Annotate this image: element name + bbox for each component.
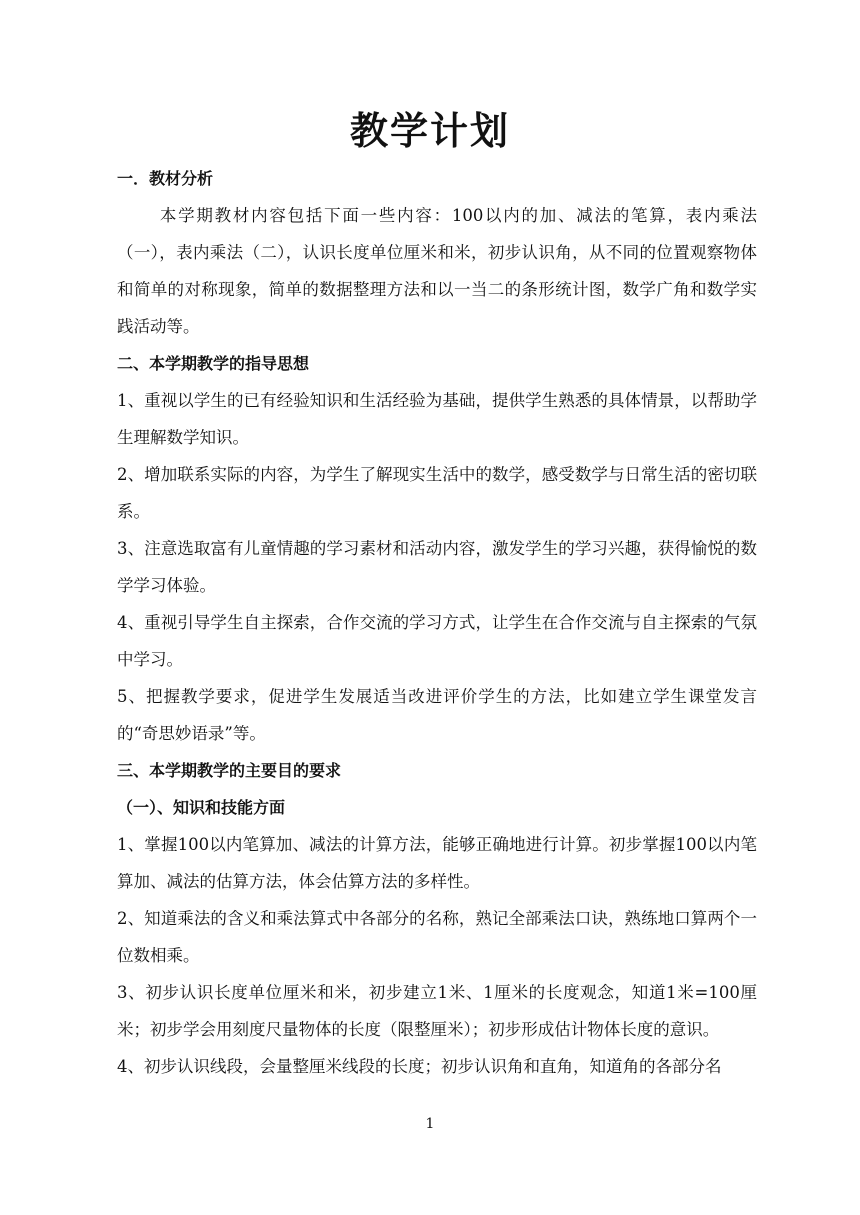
paragraph: 3、初步认识长度单位厘米和米，初步建立1米、1厘米的长度观念，知道1米=100厘米；初步学会用刻度尺量物体的长度（限整厘米）；初步形成估计物体长度的意识。: [117, 983, 757, 1039]
subsection-heading: （一）、知识和技能方面: [117, 798, 286, 817]
paragraph: 5、把握教学要求，促进学生发展适当改进评价学生的方法，比如建立学生课堂发言的“奇思妙语录”等。: [117, 687, 757, 743]
section-heading: 二、本学期教学的指导思想: [117, 354, 310, 373]
document-body: [117, 160, 757, 1085]
paragraph: 4、初步认识线段，会量整厘米线段的长度；初步认识角和直角，知道角的各部分名: [117, 1057, 722, 1076]
section-heading: 一．教材分析: [117, 169, 214, 188]
paragraph: 1、掌握100以内笔算加、减法的计算方法，能够正确地进行计算。初步掌握100以内笔算加、减法的估算方法，体会估算方法的多样性。: [117, 835, 757, 891]
paragraph: 1、重视以学生的已有经验知识和生活经验为基础，提供学生熟悉的具体情景，以帮助学生理解数学知识。: [117, 391, 757, 447]
paragraph: 4、重视引导学生自主探索，合作交流的学习方式，让学生在合作交流与自主探索的气氛中学习。: [117, 613, 757, 669]
section-heading: 三、本学期教学的主要目的要求: [117, 761, 342, 780]
page-title: 教学计划: [349, 109, 510, 153]
paragraph: 2、增加联系实际的内容，为学生了解现实生活中的数学，感受数学与日常生活的密切联系。: [117, 465, 757, 521]
paragraph: 本学期教材内容包括下面一些内容：100以内的加、减法的笔算，表内乘法（一），表内乘法（二），认识长度单位厘米和米，初步认识角，从不同的位置观察物体和简单的对称现象，简单的数据整理方法和以一当二的条形统计图，数学广角和数学实践活动等。: [117, 206, 757, 336]
page-number: 1: [425, 1116, 435, 1132]
paragraph: 3、注意选取富有儿童情趣的学习素材和活动内容，激发学生的学习兴趣，获得愉悦的数学学习体验。: [117, 539, 757, 595]
paragraph: 2、知道乘法的含义和乘法算式中各部分的名称，熟记全部乘法口诀，熟练地口算两个一位数相乘。: [117, 909, 757, 965]
